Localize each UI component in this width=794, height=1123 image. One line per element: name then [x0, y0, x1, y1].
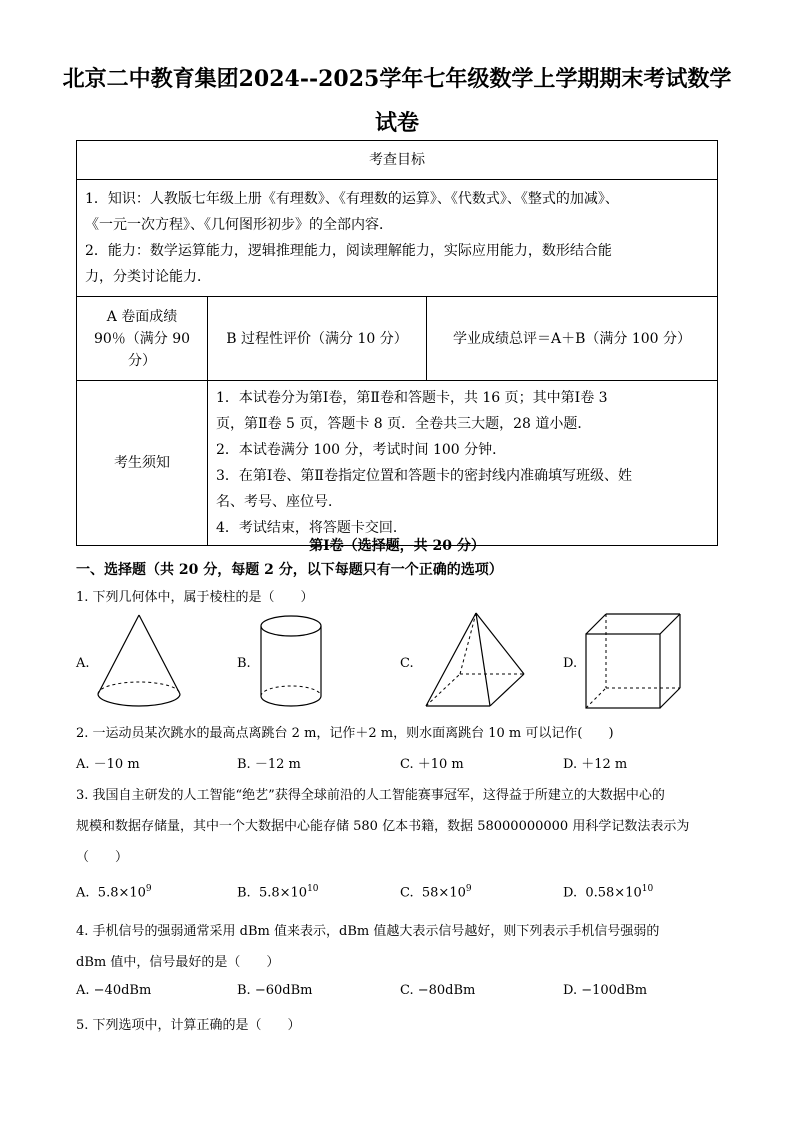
score-a-line: 90％（满分 90 [93, 330, 191, 347]
q2-option-d: D. ＋12 m [563, 757, 628, 772]
goal-line: 力，分类讨论能力． [85, 269, 211, 285]
q1-stem: 1. 下列几何体中，属于棱柱的是（ ） [76, 590, 314, 605]
q1-label-c: C. [400, 656, 414, 671]
cone-figure [94, 612, 184, 710]
q3-option-c: C. $58\times 10^9$ [400, 884, 472, 901]
cube-figure [584, 612, 684, 712]
q4-option-a: A. −40dBm [76, 983, 152, 998]
q2-option-c: C. ＋10 m [400, 757, 464, 772]
q2-stem: 2. 一运动员某次跳水的最高点离跳台 2 m，记作＋2 m，则水面离跳台 10 m 可以记作( ) [76, 726, 614, 741]
q3-stem-line: 3. 我国自主研发的人工智能“绝艺”获得全球前沿的人工智能赛事冠军，这得益于所建立的大数据中心的 [76, 788, 665, 803]
q3-option-b: B. $5.8\times 10^{10}$ [237, 884, 319, 901]
q1-label-b: B. [237, 656, 251, 671]
q3-option-d: D. $0.58\times 10^{10}$ [563, 884, 654, 901]
notice-line: 页，第Ⅱ卷 5 页，答题卡 8 页．全卷共三大题，28 道小题． [216, 416, 592, 432]
q4-option-b: B. −60dBm [237, 983, 313, 998]
q2-option-b: B. －12 m [237, 757, 301, 772]
section1-title: 一、选择题（共 20 分，每题 2 分，以下每题只有一个正确的选项） [76, 562, 503, 578]
goal-header: 考查目标 [77, 141, 718, 180]
goal-line: 《一元一次方程》、《几何图形初步》的全部内容． [85, 217, 393, 233]
q2-option-a: A. －10 m [76, 757, 140, 772]
title-line-2: 试卷 [374, 110, 419, 136]
q3-stem-line: （ ） [76, 850, 129, 865]
notice-content [208, 381, 718, 546]
title-line-1: 北京二中教育集团2024--2025学年七年级数学上学期期末考试数学 [62, 66, 732, 92]
notice-label: 考生须知 [77, 381, 208, 546]
q3-option-a: A. $5.8\times 10^9$ [76, 884, 152, 901]
part1-title: 第Ⅰ卷（选择题，共 20 分） [309, 538, 485, 554]
goal-line: 2．能力：数学运算能力，逻辑推理能力，阅读理解能力，实际应用能力，数形结合能 [85, 243, 612, 259]
q4-option-d: D. −100dBm [563, 983, 648, 998]
cylinder-figure [256, 612, 326, 710]
notice-line: 2．本试卷满分 100 分，考试时间 100 分钟． [216, 442, 507, 458]
score-b-cell: B 过程性评价（满分 10 分） [208, 297, 427, 381]
goal-content [77, 180, 718, 297]
q1-label-d: D. [563, 656, 578, 671]
notice-line: 1．本试卷分为第Ⅰ卷，第Ⅱ卷和答题卡，共 16 页；其中第Ⅰ卷 3 [216, 390, 608, 406]
q4-stem-line: 4. 手机信号的强弱通常采用 dBm 值来表示，dBm 值越大表示信号越好，则下列表示手机信号强弱的 [76, 924, 660, 939]
score-a-line: A 卷面成绩 [106, 308, 178, 325]
q4-stem-line: dBm 值中，信号最好的是（ ） [76, 955, 280, 970]
pyramid-figure [420, 610, 530, 710]
exam-info-table [76, 140, 718, 546]
q5-stem: 5. 下列选项中，计算正确的是（ ） [76, 1018, 301, 1033]
notice-line: 3．在第Ⅰ卷、第Ⅱ卷指定位置和答题卡的密封线内准确填写班级、姓 [216, 468, 632, 484]
score-a-cell [77, 297, 208, 381]
notice-line: 4．考试结束，将答题卡交回． [216, 520, 407, 536]
q3-stem-line: 规模和数据存储量，其中一个大数据中心能存储 580 亿本书籍，数据 58000000000 用科学记数法表示为 [76, 819, 690, 834]
score-total-cell: 学业成绩总评＝A＋B（满分 100 分） [427, 297, 718, 381]
notice-line: 名、考号、座位号． [216, 494, 342, 510]
q1-label-a: A. [76, 656, 90, 671]
goal-line: 1．知识：人教版七年级上册《有理数》、《有理数的运算》、《代数式》、《整式的加减》、 [85, 191, 619, 207]
score-a-line: 分） [128, 352, 156, 369]
q4-option-c: C. −80dBm [400, 983, 476, 998]
